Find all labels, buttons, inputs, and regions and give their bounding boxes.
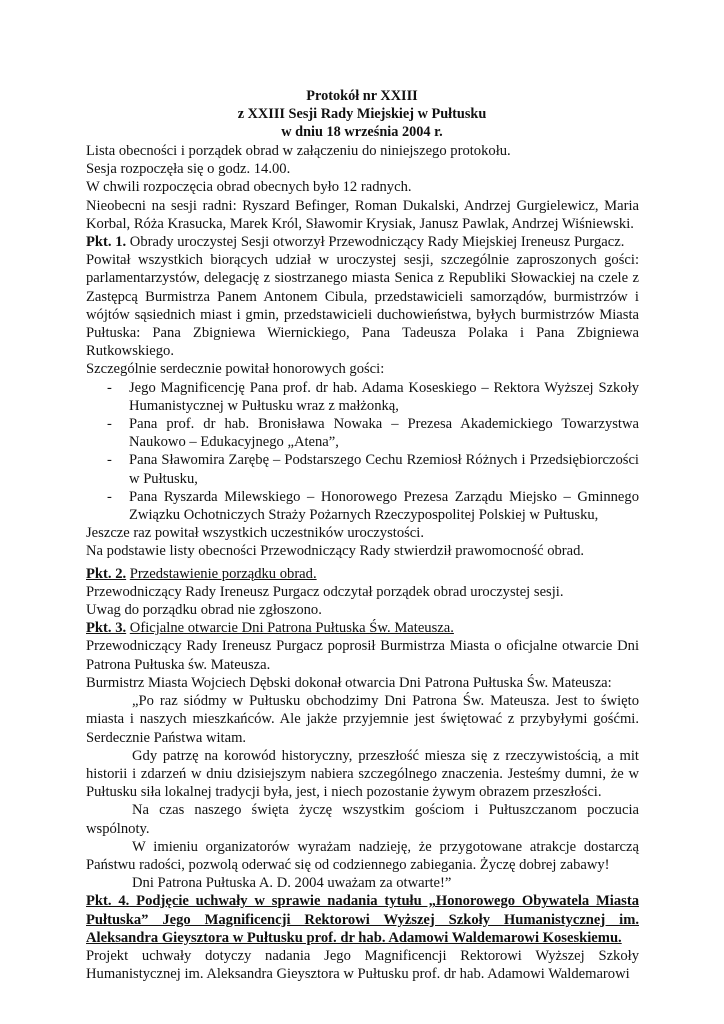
document-subtitle: z XXIII Sesji Rady Miejskiej w Pułtusku [237, 106, 487, 122]
list-item [86, 488, 639, 524]
speech-paragraph-4: W imieniu organizatorów wyrażam nadzieję, że przygotowane atrakcje dostarczą Państwu radości, pozwolą oderwać się od codziennego zabiegania. Życzę dobrej zabawy! [86, 838, 639, 873]
document-body [86, 142, 639, 983]
honorary-guest-list [86, 379, 639, 525]
list-dash: - [107, 379, 112, 396]
list-item-text: Jego Magnificencję Pana prof. dr hab. Adama Koseskiego – Rektora Wyższej Szkoły Humanistycznej w Pułtusku wraz z małżonką, [129, 379, 639, 414]
pkt1-text: Obrady uroczystej Sesji otworzył Przewodniczący Rady Miejskiej Ireneusz Purgacz. [126, 234, 625, 251]
speech-paragraph-5: Dni Patrona Pułtuska A. D. 2004 uważam za otwarte!” [132, 875, 452, 892]
pkt3-heading [86, 619, 639, 637]
pkt2-text: Przewodniczący Rady Ireneusz Purgacz odczytał porządek obrad uroczystej sesji. [86, 583, 564, 600]
speech-paragraph-3: Na czas naszego święta życzę wszystkim gościom i Pułtuszczanom poczucia wspólnoty. [86, 802, 639, 837]
pkt2-heading [86, 565, 639, 583]
pkt1-label: Pkt. 1. [86, 234, 127, 251]
document-title: Protokół nr XXIII [306, 88, 418, 104]
list-item-text: Pana Ryszarda Milewskiego – Honorowego Prezesa Zarządu Miejsko – Gminnego Związku Ochotniczych Straży Pożarnych Rzeczypospolitej Polskiej w Pułtusku, [129, 488, 639, 524]
pkt1-quorum: Na podstawie listy obecności Przewodniczący Rady stwierdził prawomocność obrad. [86, 543, 585, 560]
pkt3-label: Pkt. 3. [86, 620, 127, 637]
pkt1-closing-greeting: Jeszcze raz powitał wszystkich uczestników uroczystości. [86, 525, 424, 542]
list-dash: - [107, 488, 112, 505]
pkt1-greeting: Powitał wszystkich biorących udział w uroczystej sesji, szczególnie zaproszonych gości: parlamentarzystów, delegację z siostrzanego miasta Senica z Republiki Słowackiej na czele z Zastępcą Burmistrza Panem Antonem Cibula, przedstawicieli samorządów, burmistrzów i wójtów sąsiednich miast i gmin, przedstawicieli duchowieństwa, byłych burmistrzów Miasta Pułtuska: Pana Zbigniewa Wiernickiego, Pana Tadeusza Polaka i Pana Zbigniewa Rutkowskiego. [86, 252, 639, 360]
pkt2-label: Pkt. 2. [86, 565, 127, 582]
list-item-text: Pana prof. dr hab. Bronisława Nowaka – Prezesa Akademickiego Towarzystwa Naukowo – Edukacyjnego „Atena”, [129, 416, 639, 451]
speech-paragraph-1: „Po raz siódmy w Pułtusku obchodzimy Dni Patrona Św. Mateusza. Jest to święto miasta i naszych mieszkańców. Ale jakże przyjemnie jest świętować z przybyłymi gośćmi. Serdecznie Państwa witam. [86, 693, 639, 746]
pkt1-paragraph [86, 233, 639, 251]
pkt4-text: Projekt uchwały dotyczy nadania Jego Magnificencji Rektorowi Wyższej Szkoły Humanistycznej im. Aleksandra Gieysztora w Pułtusku prof. dr hab. Adamowi Waldemarowi [86, 947, 639, 983]
pkt2-title: Przedstawienie porządku obrad. [129, 565, 317, 582]
intro-absent-list: Nieobecni na sesji radni: Ryszard Befinger, Roman Dukalski, Andrzej Gurgielewicz, Maria Korbal, Róża Krasucka, Marek Król, Sławomir Krysiak, Janusz Pawlak, Andrzej Wiśniewski. [86, 197, 639, 232]
document-date: w dniu 18 września 2004 r. [281, 124, 443, 140]
speech-paragraph-2: Gdy patrzę na korowód historyczny, przeszłość miesza się z rzeczywistością, a mit historii i zdarzeń w dniu dzisiejszym nabiera szczególnego znaczenia. Jesteśmy dumni, że w Pułtusku siła lokalnej tradycji była, jest, i niech pozostanie żywym obrazem przeszłości. [86, 747, 639, 801]
pkt1-honorary-intro: Szczególnie serdecznie powitał honorowych gości: [86, 361, 385, 378]
list-item-text: Pana Sławomira Zarębę – Podstarszego Cechu Rzemiosł Różnych i Przedsiębiorczości w Pułtusku, [129, 452, 639, 487]
pkt2-no-remarks: Uwag do porządku obrad nie zgłoszono. [86, 602, 322, 619]
intro-attendance: Lista obecności i porządek obrad w załączeniu do niniejszego protokołu. [86, 143, 511, 159]
pkt4-heading [86, 892, 639, 947]
list-item [86, 415, 639, 451]
pkt3-opening: Burmistrz Miasta Wojciech Dębski dokonał otwarcia Dni Patrona Pułtuska Św. Mateusza: [86, 674, 612, 691]
pkt3-title: Oficjalne otwarcie Dni Patrona Pułtuska Św. Mateusza. [129, 620, 454, 637]
intro-present-count: W chwili rozpoczęcia obrad obecnych było 12 radnych. [86, 179, 412, 196]
intro-start-time: Sesja rozpoczęła się o godz. 14.00. [86, 161, 291, 178]
pkt4-title: Podjęcie uchwały w sprawie nadania tytułu „Honorowego Obywatela Miasta Pułtuska” Jego Magnificencji Rektorowi Wyższej Szkoły Humanistycznej im. Aleksandra Gieysztora w Pułtusku prof. dr hab. Adamowi Waldemarowi Koseskiemu. [86, 893, 639, 946]
list-item [86, 379, 639, 415]
pkt4-label: Pkt. 4. [86, 893, 130, 910]
list-item [86, 451, 639, 487]
list-dash: - [107, 452, 112, 469]
pkt3-request: Przewodniczący Rady Ireneusz Purgacz poprosił Burmistrza Miasta o oficjalne otwarcie Dni Patrona Pułtuska św. Mateusza. [86, 638, 639, 673]
list-dash: - [107, 416, 112, 433]
